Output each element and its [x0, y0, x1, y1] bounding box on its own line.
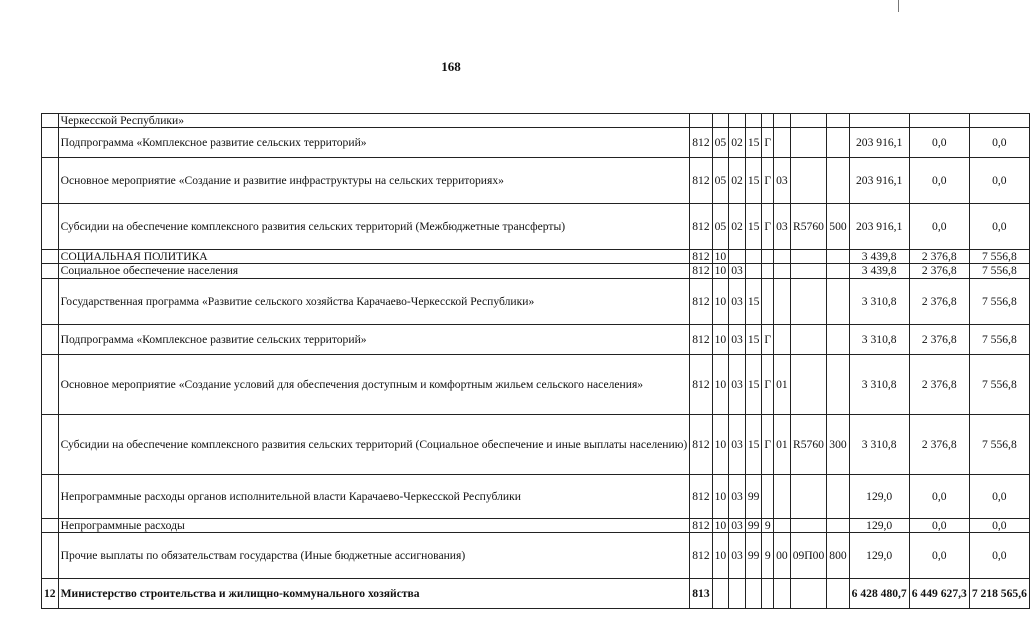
program-code-cell: 15 [745, 354, 762, 414]
section-code-cell: 10 [712, 278, 729, 324]
subsection-code-cell: 03 [729, 518, 746, 532]
direction-code-cell: 09П00 [790, 532, 827, 578]
program-code-cell [745, 114, 762, 128]
amount-year2-cell [909, 114, 969, 128]
row-number-cell [42, 474, 59, 518]
subprogram-code-cell: Г [762, 354, 774, 414]
subsection-code-cell: 03 [729, 354, 746, 414]
expense-type-cell [827, 518, 849, 532]
amount-year1-cell: 129,0 [849, 518, 909, 532]
amount-year3-cell: 0,0 [969, 474, 1029, 518]
amount-year2-cell: 0,0 [909, 518, 969, 532]
expense-type-cell [827, 250, 849, 264]
event-code-cell: 03 [774, 204, 791, 250]
section-code-cell [712, 114, 729, 128]
amount-year1-cell: 3 310,8 [849, 324, 909, 354]
direction-code-cell: R5760 [790, 414, 827, 474]
table-row [42, 250, 1030, 264]
program-code-cell: 15 [745, 414, 762, 474]
ministry-code-cell: 812 [690, 158, 712, 204]
page-number: 168 [441, 59, 461, 74]
ministry-code-cell: 812 [690, 278, 712, 324]
subsection-code-cell [729, 578, 746, 608]
expense-type-cell [827, 114, 849, 128]
direction-code-cell: R5760 [790, 204, 827, 250]
event-code-cell: 00 [774, 532, 791, 578]
row-number-cell [42, 158, 59, 204]
subprogram-code-cell: Г [762, 128, 774, 158]
section-code-cell: 10 [712, 518, 729, 532]
amount-year3-cell: 7 556,8 [969, 324, 1029, 354]
ministry-code-cell: 812 [690, 474, 712, 518]
item-name-cell: СОЦИАЛЬНАЯ ПОЛИТИКА [58, 250, 690, 264]
amount-year1-cell: 3 310,8 [849, 414, 909, 474]
subprogram-code-cell [762, 474, 774, 518]
item-name-cell: Основное мероприятие «Создание и развитие инфраструктуры на сельских территориях» [58, 158, 690, 204]
table-row [42, 414, 1030, 474]
table-row [42, 264, 1030, 278]
direction-code-cell [790, 114, 827, 128]
subprogram-code-cell: Г [762, 158, 774, 204]
amount-year1-cell: 3 310,8 [849, 354, 909, 414]
amount-year3-cell: 7 556,8 [969, 354, 1029, 414]
item-name-cell: Социальное обеспечение населения [58, 264, 690, 278]
table-row [42, 114, 1030, 128]
subsection-code-cell: 02 [729, 158, 746, 204]
table-row [42, 354, 1030, 414]
row-number-cell [42, 414, 59, 474]
amount-year2-cell: 0,0 [909, 474, 969, 518]
program-code-cell [745, 264, 762, 278]
amount-year3-cell [969, 114, 1029, 128]
amount-year2-cell: 2 376,8 [909, 414, 969, 474]
ministry-code-cell: 812 [690, 354, 712, 414]
amount-year1-cell: 3 310,8 [849, 278, 909, 324]
subsection-code-cell: 03 [729, 264, 746, 278]
event-code-cell [774, 250, 791, 264]
program-code-cell: 15 [745, 128, 762, 158]
direction-code-cell [790, 518, 827, 532]
ministry-code-cell [690, 114, 712, 128]
subprogram-code-cell: 9 [762, 518, 774, 532]
table-row [42, 578, 1030, 608]
amount-year3-cell: 0,0 [969, 204, 1029, 250]
subprogram-code-cell [762, 250, 774, 264]
item-name-cell: Непрограммные расходы [58, 518, 690, 532]
event-code-cell [774, 278, 791, 324]
table-row [42, 158, 1030, 204]
amount-year3-cell: 7 556,8 [969, 414, 1029, 474]
section-code-cell: 10 [712, 474, 729, 518]
event-code-cell: 01 [774, 414, 791, 474]
program-code-cell: 99 [745, 474, 762, 518]
subprogram-code-cell: Г [762, 414, 774, 474]
row-number-cell [42, 250, 59, 264]
section-code-cell: 05 [712, 128, 729, 158]
direction-code-cell [790, 264, 827, 278]
row-number-cell [42, 114, 59, 128]
ministry-code-cell: 812 [690, 324, 712, 354]
direction-code-cell [790, 324, 827, 354]
amount-year1-cell: 6 428 480,7 [849, 578, 909, 608]
amount-year2-cell: 2 376,8 [909, 354, 969, 414]
amount-year3-cell: 7 556,8 [969, 264, 1029, 278]
program-code-cell: 15 [745, 324, 762, 354]
event-code-cell [774, 324, 791, 354]
item-name-cell: Министерство строительства и жилищно-коммунального хозяйства [58, 578, 690, 608]
subsection-code-cell: 03 [729, 414, 746, 474]
ministry-code-cell: 812 [690, 250, 712, 264]
expense-type-cell: 800 [827, 532, 849, 578]
expense-type-cell [827, 128, 849, 158]
expense-type-cell [827, 578, 849, 608]
subsection-code-cell: 03 [729, 532, 746, 578]
amount-year3-cell: 7 218 565,6 [969, 578, 1029, 608]
section-code-cell: 10 [712, 532, 729, 578]
expense-type-cell [827, 278, 849, 324]
item-name-cell: Черкесской Республики» [58, 114, 690, 128]
direction-code-cell [790, 354, 827, 414]
table-row [42, 204, 1030, 250]
page-edge-mark [898, 0, 899, 12]
event-code-cell: 01 [774, 354, 791, 414]
amount-year2-cell: 2 376,8 [909, 250, 969, 264]
table-row [42, 324, 1030, 354]
row-number-cell [42, 532, 59, 578]
direction-code-cell [790, 250, 827, 264]
amount-year3-cell: 0,0 [969, 518, 1029, 532]
row-number-cell [42, 518, 59, 532]
subprogram-code-cell [762, 578, 774, 608]
direction-code-cell [790, 278, 827, 324]
row-number-cell [42, 278, 59, 324]
section-code-cell [712, 578, 729, 608]
subprogram-code-cell [762, 264, 774, 278]
amount-year2-cell: 0,0 [909, 204, 969, 250]
row-number-cell [42, 128, 59, 158]
amount-year1-cell [849, 114, 909, 128]
program-code-cell [745, 250, 762, 264]
event-code-cell [774, 264, 791, 278]
amount-year1-cell: 3 439,8 [849, 264, 909, 278]
subprogram-code-cell: Г [762, 324, 774, 354]
amount-year2-cell: 2 376,8 [909, 278, 969, 324]
ministry-code-cell: 812 [690, 532, 712, 578]
amount-year1-cell: 203 916,1 [849, 128, 909, 158]
ministry-code-cell: 812 [690, 518, 712, 532]
program-code-cell: 15 [745, 278, 762, 324]
table-row [42, 532, 1030, 578]
amount-year1-cell: 203 916,1 [849, 158, 909, 204]
row-number-cell [42, 354, 59, 414]
subsection-code-cell: 02 [729, 128, 746, 158]
ministry-code-cell: 812 [690, 204, 712, 250]
item-name-cell: Подпрограмма «Комплексное развитие сельских территорий» [58, 128, 690, 158]
subprogram-code-cell [762, 278, 774, 324]
amount-year2-cell: 0,0 [909, 158, 969, 204]
subprogram-code-cell [762, 114, 774, 128]
amount-year3-cell: 0,0 [969, 128, 1029, 158]
event-code-cell [774, 114, 791, 128]
amount-year2-cell: 0,0 [909, 128, 969, 158]
amount-year2-cell: 6 449 627,3 [909, 578, 969, 608]
row-number-cell [42, 324, 59, 354]
subsection-code-cell: 03 [729, 474, 746, 518]
event-code-cell [774, 518, 791, 532]
item-name-cell: Государственная программа «Развитие сельского хозяйства Карачаево-Черкесской Республики» [58, 278, 690, 324]
direction-code-cell [790, 578, 827, 608]
item-name-cell: Субсидии на обеспечение комплексного развития сельских территорий (Социальное обеспечение и иные выплаты населению) [58, 414, 690, 474]
ministry-code-cell: 812 [690, 128, 712, 158]
subsection-code-cell: 03 [729, 324, 746, 354]
section-code-cell: 05 [712, 158, 729, 204]
row-number-cell: 12 [42, 578, 59, 608]
direction-code-cell [790, 128, 827, 158]
ministry-code-cell: 812 [690, 264, 712, 278]
amount-year1-cell: 129,0 [849, 474, 909, 518]
subsection-code-cell: 03 [729, 278, 746, 324]
amount-year2-cell: 2 376,8 [909, 324, 969, 354]
expense-type-cell: 300 [827, 414, 849, 474]
table-row [42, 474, 1030, 518]
amount-year2-cell: 2 376,8 [909, 264, 969, 278]
amount-year1-cell: 129,0 [849, 532, 909, 578]
expense-type-cell: 500 [827, 204, 849, 250]
amount-year3-cell: 0,0 [969, 158, 1029, 204]
row-number-cell [42, 264, 59, 278]
budget-table-body [42, 114, 1030, 609]
section-code-cell: 10 [712, 354, 729, 414]
amount-year3-cell: 7 556,8 [969, 278, 1029, 324]
amount-year1-cell: 3 439,8 [849, 250, 909, 264]
amount-year3-cell: 0,0 [969, 532, 1029, 578]
budget-table [41, 113, 1030, 609]
subsection-code-cell: 02 [729, 204, 746, 250]
event-code-cell [774, 474, 791, 518]
section-code-cell: 10 [712, 324, 729, 354]
section-code-cell: 05 [712, 204, 729, 250]
subsection-code-cell [729, 250, 746, 264]
subprogram-code-cell: Г [762, 204, 774, 250]
event-code-cell [774, 128, 791, 158]
expense-type-cell [827, 354, 849, 414]
subsection-code-cell [729, 114, 746, 128]
subprogram-code-cell: 9 [762, 532, 774, 578]
expense-type-cell [827, 474, 849, 518]
amount-year1-cell: 203 916,1 [849, 204, 909, 250]
row-number-cell [42, 204, 59, 250]
program-code-cell: 15 [745, 204, 762, 250]
section-code-cell: 10 [712, 250, 729, 264]
item-name-cell: Основное мероприятие «Создание условий для обеспечения доступным и комфортным жильем сельского населения» [58, 354, 690, 414]
amount-year2-cell: 0,0 [909, 532, 969, 578]
table-row [42, 128, 1030, 158]
item-name-cell: Субсидии на обеспечение комплексного развития сельских территорий (Межбюджетные трансферты) [58, 204, 690, 250]
direction-code-cell [790, 474, 827, 518]
ministry-code-cell: 813 [690, 578, 712, 608]
ministry-code-cell: 812 [690, 414, 712, 474]
expense-type-cell [827, 158, 849, 204]
item-name-cell: Подпрограмма «Комплексное развитие сельских территорий» [58, 324, 690, 354]
expense-type-cell [827, 324, 849, 354]
program-code-cell [745, 578, 762, 608]
expense-type-cell [827, 264, 849, 278]
section-code-cell: 10 [712, 264, 729, 278]
item-name-cell: Прочие выплаты по обязательствам государства (Иные бюджетные ассигнования) [58, 532, 690, 578]
table-row [42, 518, 1030, 532]
section-code-cell: 10 [712, 414, 729, 474]
program-code-cell: 99 [745, 518, 762, 532]
item-name-cell: Непрограммные расходы органов исполнительной власти Карачаево-Черкесской Республики [58, 474, 690, 518]
event-code-cell [774, 578, 791, 608]
event-code-cell: 03 [774, 158, 791, 204]
direction-code-cell [790, 158, 827, 204]
program-code-cell: 15 [745, 158, 762, 204]
program-code-cell: 99 [745, 532, 762, 578]
amount-year3-cell: 7 556,8 [969, 250, 1029, 264]
table-row [42, 278, 1030, 324]
